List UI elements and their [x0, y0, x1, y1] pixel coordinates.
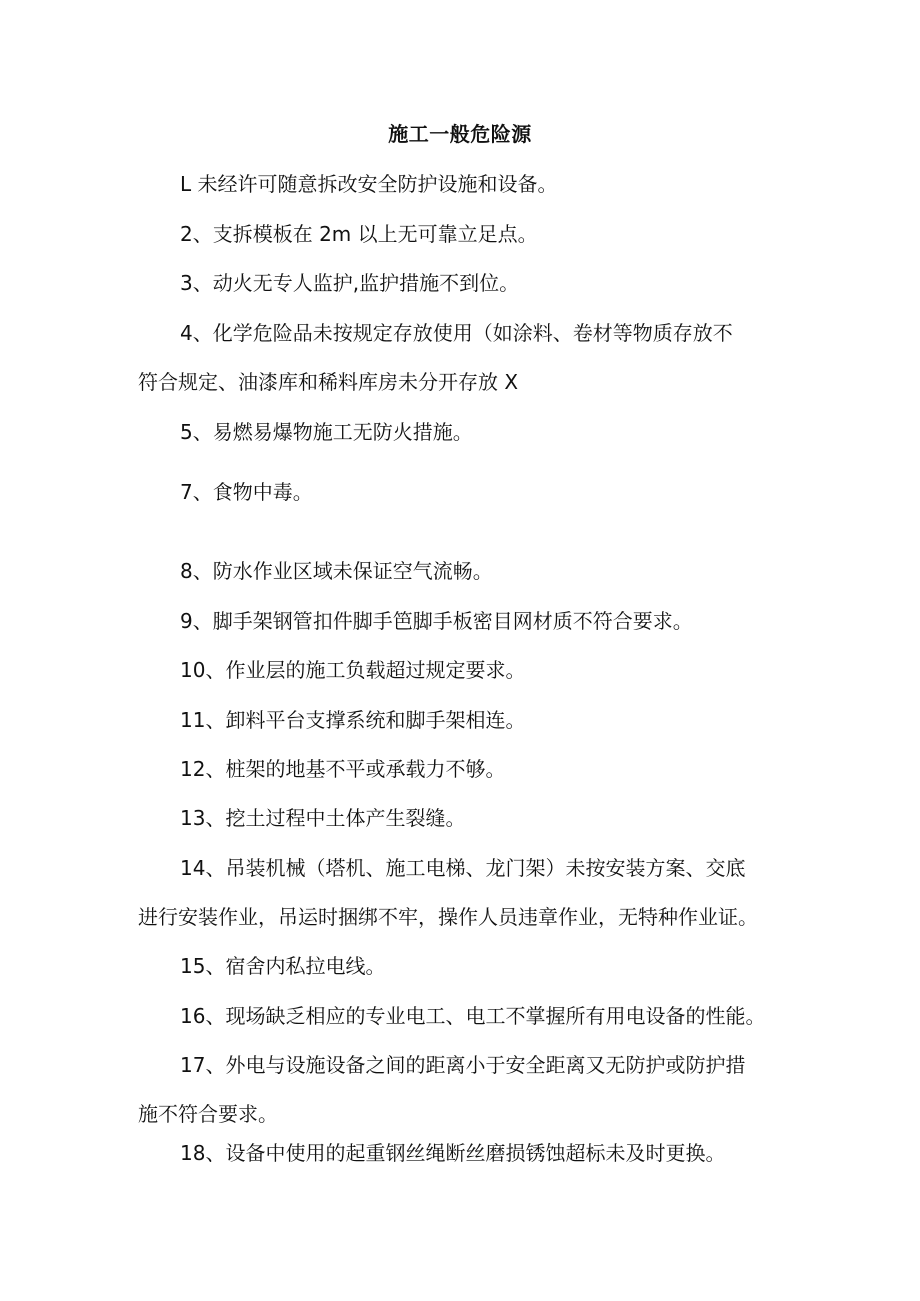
- item-7: 7、食物中毒。: [180, 480, 313, 504]
- item-9: 9、脚手架钢管扣件脚手笆脚手板密目网材质不符合要求。: [180, 609, 693, 633]
- item-3: 3、动火无专人监护,监护措施不到位。: [180, 271, 520, 295]
- item-8: 8、防水作业区域未保证空气流畅。: [180, 559, 493, 583]
- item-13: 13、挖土过程中土体产生裂缝。: [180, 806, 466, 830]
- item-14-continued: 进行安装作业，吊运时捆绑不牢，操作人员违章作业，无特种作业证。: [138, 905, 758, 929]
- item-4: 4、化学危险品未按规定存放使用（如涂料、卷材等物质存放不: [180, 321, 733, 345]
- item-10: 10、作业层的施工负载超过规定要求。: [180, 658, 526, 682]
- item-1: L 未经许可随意拆改安全防护设施和设备。: [180, 172, 558, 196]
- item-14: 14、吊装机械（塔机、施工电梯、龙门架）未按安装方案、交底: [180, 856, 746, 880]
- item-16: 16、现场缺乏相应的专业电工、电工不掌握所有用电设备的性能。: [180, 1004, 766, 1028]
- item-11: 11、卸料平台支撑系统和脚手架相连。: [180, 708, 526, 732]
- item-18: 18、设备中使用的起重钢丝绳断丝磨损锈蚀超标未及时更换。: [180, 1141, 726, 1165]
- item-12: 12、桩架的地基不平或承载力不够。: [180, 757, 506, 781]
- item-15: 15、宿舍内私拉电线。: [180, 954, 386, 978]
- item-5: 5、易燃易爆物施工无防火措施。: [180, 420, 473, 444]
- page-title: 施工一般危险源: [388, 122, 532, 146]
- item-4-continued: 符合规定、油漆库和稀料库房未分开存放 X: [138, 370, 519, 394]
- item-17: 17、外电与设施设备之间的距离小于安全距离又无防护或防护措: [180, 1053, 746, 1077]
- item-17-continued: 施不符合要求。: [138, 1102, 278, 1126]
- item-2: 2、支拆模板在 2m 以上无可靠立足点。: [180, 222, 538, 246]
